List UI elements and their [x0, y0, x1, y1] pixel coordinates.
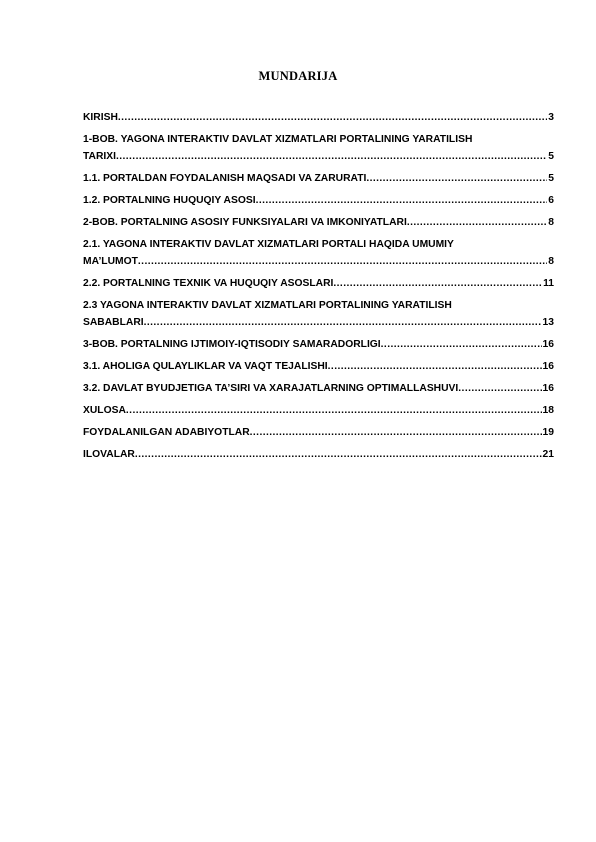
toc-entry[interactable]	[83, 336, 554, 353]
dot-leader	[328, 358, 542, 375]
toc-entry-line	[83, 424, 554, 441]
toc-entry[interactable]	[83, 131, 554, 165]
toc-title: MUNDARIJA	[258, 69, 338, 83]
toc-entry-line	[83, 214, 554, 231]
toc-entry[interactable]	[83, 424, 554, 441]
toc-entry-line	[83, 336, 554, 353]
toc-entry-line	[83, 109, 554, 126]
toc-entry-line	[83, 253, 554, 270]
toc-page-number: 13	[542, 317, 554, 328]
toc-entry-text: MA’LUMOT	[83, 256, 138, 267]
toc-page-number: 3	[548, 112, 554, 123]
toc-entry-line	[83, 314, 554, 331]
dot-leader	[116, 148, 547, 165]
toc-entry-text: XULOSA	[83, 405, 126, 416]
toc-entry-text: 3.1. AHOLIGA QULAYLIKLAR VA VAQT TEJALISHI	[83, 361, 328, 372]
toc-page-number: 5	[548, 151, 554, 162]
toc-entry-line	[83, 275, 554, 292]
dot-leader	[256, 192, 548, 209]
toc-entry-text: SABABLARI	[83, 317, 144, 328]
toc-entry-text: 1-BOB. YAGONA INTERAKTIV DAVLAT XIZMATLARI PORTALINING YARATILISH	[83, 134, 473, 145]
toc-entry[interactable]	[83, 358, 554, 375]
toc-entry[interactable]	[83, 170, 554, 187]
toc-entry-text: 2.2. PORTALNING TEXNIK VA HUQUQIY ASOSLARI	[83, 278, 334, 289]
toc-entry[interactable]	[83, 214, 554, 231]
toc-entry-line	[83, 402, 554, 419]
toc-entry[interactable]	[83, 236, 554, 270]
toc-entry-line	[83, 170, 554, 187]
toc-entry-text: 2.1. YAGONA INTERAKTIV DAVLAT XIZMATLARI PORTALI HAQIDA UMUMIY	[83, 239, 454, 250]
toc-entry-line	[83, 148, 554, 165]
toc-entry-text: 3.2. DAVLAT BYUDJETIGA TA’SIRI VA XARAJATLARNING OPTIMALLASHUVI	[83, 383, 459, 394]
dot-leader	[135, 446, 542, 463]
dot-leader	[250, 424, 542, 441]
toc-entry[interactable]	[83, 275, 554, 292]
toc-entry-text: 2.3 YAGONA INTERAKTIV DAVLAT XIZMATLARI PORTALINING YARATILISH	[83, 300, 452, 311]
dot-leader	[333, 275, 542, 292]
table-of-contents	[83, 109, 554, 468]
toc-page-number: 18	[542, 405, 554, 416]
toc-entry[interactable]	[83, 192, 554, 209]
toc-page-number: 16	[542, 361, 554, 372]
toc-entry-text: 3-BOB. PORTALNING IJTIMOIY-IQTISODIY SAMARADORLIGI	[83, 339, 381, 350]
toc-page-number: 16	[542, 383, 554, 394]
toc-page-number: 21	[542, 449, 554, 460]
toc-page-number: 8	[548, 217, 554, 228]
dot-leader	[126, 402, 542, 419]
toc-page-number: 19	[542, 427, 554, 438]
toc-entry[interactable]	[83, 109, 554, 126]
toc-entry-line	[83, 358, 554, 375]
toc-entry-line	[83, 446, 554, 463]
toc-entry[interactable]	[83, 446, 554, 463]
dot-leader	[118, 109, 547, 126]
toc-entry[interactable]	[83, 380, 554, 397]
toc-page-number: 6	[548, 195, 554, 206]
toc-page-number: 16	[542, 339, 554, 350]
toc-entry-text: 1.1. PORTALDAN FOYDALANISH MAQSADI VA ZARURATI	[83, 173, 367, 184]
toc-entry-text: 2-BOB. PORTALNING ASOSIY FUNKSIYALARI VA IMKONIYATLARI	[83, 217, 407, 228]
dot-leader	[381, 336, 542, 353]
toc-entry[interactable]	[83, 297, 554, 331]
toc-entry-line	[83, 380, 554, 397]
toc-entry-line	[83, 192, 554, 209]
toc-page-number: 5	[548, 173, 554, 184]
toc-entry[interactable]	[83, 402, 554, 419]
dot-leader	[366, 170, 547, 187]
toc-entry-text: 1.2. PORTALNING HUQUQIY ASOSI	[83, 195, 256, 206]
toc-entry-text: ILOVALAR	[83, 449, 135, 460]
toc-page-number: 8	[548, 256, 554, 267]
toc-entry-text: FOYDALANILGAN ADABIYOTLAR	[83, 427, 250, 438]
toc-entry-text: KIRISH	[83, 112, 118, 123]
toc-entry-text: TARIXI	[83, 151, 116, 162]
toc-page-number: 11	[543, 278, 554, 289]
dot-leader	[407, 214, 547, 231]
dot-leader	[138, 253, 547, 270]
dot-leader	[458, 380, 541, 397]
dot-leader	[144, 314, 542, 331]
